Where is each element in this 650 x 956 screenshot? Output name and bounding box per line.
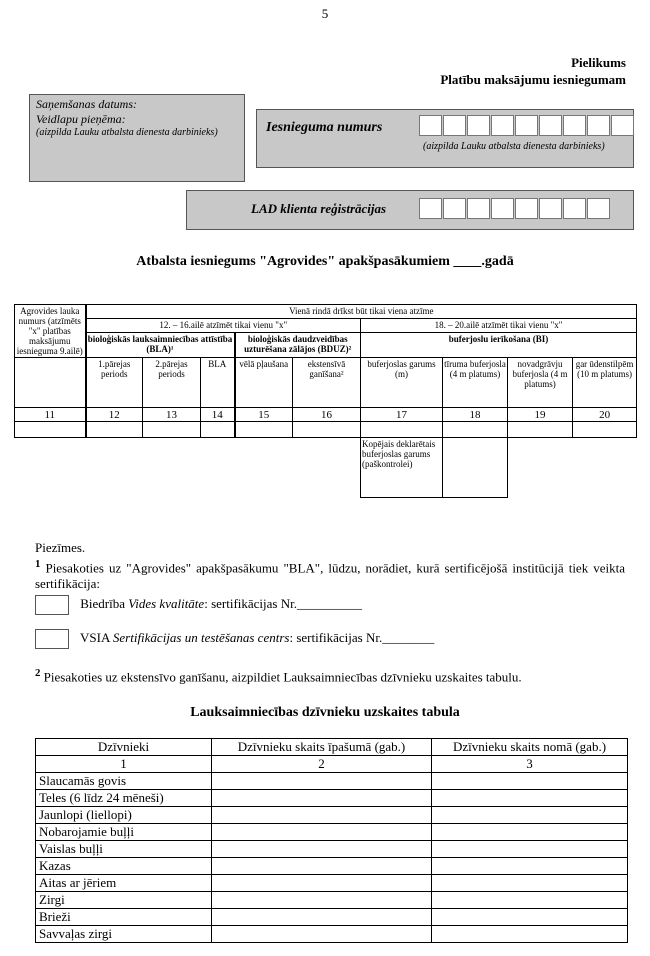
page-number: 5	[321, 6, 329, 21]
vides-kvalitate-checkbox[interactable]	[35, 595, 69, 615]
col18-header: tīruma buferjosla (4 m platums)	[443, 358, 508, 408]
lad-registration-cells[interactable]	[419, 198, 611, 219]
animal-name: Vaislas buļļi	[36, 841, 212, 858]
option2-name: Sertifikācijas un testēšanas centrs	[112, 630, 290, 646]
rented-header: Dzīvnieku skaits nomā (gab.)	[432, 739, 628, 756]
bla-header: bioloģiskās lauksaimniecības attīstība (BLA)¹	[86, 333, 235, 358]
notes-section: Piezīmes. $^1$ Piesakoties uz "Agrovides" apakšpasākumu "BLA", lūdzu, norādiet, kurā sertificējošā institūcijā tiek veikta sertifikācija: Biedrība Vides kvalitāte: sertifikācijas Nr.__________ VSIA Sertifikācijas un testēšanas centrs: sertifikācijas Nr.________ $^2$ Piesakoties uz ekstensīvo ganīšanu, aizpildiet Lauksaimniecības dzīvnieku uzskaites tabulu.	[35, 540, 625, 685]
col13-header: 2.pārejas periods	[143, 358, 201, 408]
animals-table	[35, 738, 628, 943]
receipt-box	[29, 94, 245, 182]
animal-name: Brieži	[36, 909, 212, 926]
animal-name: Zirgi	[36, 892, 212, 909]
col20-header: gar ūdenstilpēm (10 m platums)	[573, 358, 637, 408]
col11-header: Agrovides lauka numurs (atzīmēts "x" platības maksājumu iesnieguma 9.ailē)	[15, 305, 86, 358]
appendix-heading	[440, 54, 626, 88]
col-number: 2	[212, 756, 432, 773]
application-number-note: (aizpilda Lauku atbalsta dienesta darbinieks)	[423, 141, 605, 152]
col16-header: ekstensīvā ganīšana²	[293, 358, 361, 408]
animal-name: Aitas ar jēriem	[36, 875, 212, 892]
note-18-20: 18. – 20.ailē atzīmēt tikai vienu "x"	[361, 319, 637, 333]
col-number: 18	[443, 408, 508, 422]
bi-header: buferjoslu ierīkošana (BI)	[361, 333, 637, 358]
table-row	[36, 824, 628, 841]
table-row	[36, 926, 628, 943]
note2-text: Piesakoties uz ekstensīvo ganīšanu, aizpildiet Lauksaimniecības dzīvnieku uzskaites tabulu.	[43, 669, 522, 685]
bduz-header: bioloģiskās daudzveidības uzturēšana zālājos (BDUZ)²	[235, 333, 361, 358]
application-number-label: Iesnieguma numurs	[266, 120, 383, 135]
accepted-by-label: Veidlapu pieņēma:	[36, 112, 126, 126]
application-number-box	[256, 109, 634, 168]
lad-registration-label: LAD klienta reģistrācijas	[251, 201, 387, 216]
option2-prefix: VSIA	[80, 630, 113, 646]
option1-suffix: : sertifikācijas Nr.__________	[204, 596, 362, 612]
table-row	[36, 909, 628, 926]
note1-text: Piesakoties uz "Agrovides" apakšpasākumu "BLA", lūdzu, norādiet, kurā sertificējošā institūcijā tiek veikta sertifikācija:	[35, 560, 625, 592]
total-length-cell[interactable]	[443, 438, 508, 498]
col-number: 13	[143, 408, 201, 422]
col-number: 11	[15, 408, 86, 422]
animal-name: Nobarojamie buļļi	[36, 824, 212, 841]
col17-header: buferjoslas garums (m)	[361, 358, 443, 408]
col-number: 12	[86, 408, 143, 422]
notes-heading: Piezīmes.	[35, 540, 86, 555]
application-number-cells[interactable]	[419, 115, 635, 136]
table-row	[36, 841, 628, 858]
table-row	[36, 807, 628, 824]
note-12-16: 12. – 16.ailē atzīmēt tikai vienu "x"	[86, 319, 361, 333]
table-row	[36, 875, 628, 892]
owned-header: Dzīvnieku skaits īpašumā (gab.)	[212, 739, 432, 756]
lad-registration-box	[186, 190, 634, 230]
table-row[interactable]	[15, 422, 637, 438]
col-number: 14	[201, 408, 235, 422]
stc-checkbox[interactable]	[35, 629, 69, 649]
form-title: Atbalsta iesniegums "Agrovides" apakšpasākumiem ____.gadā	[136, 254, 514, 269]
animal-name: Teles (6 līdz 24 mēneši)	[36, 790, 212, 807]
receipt-note: (aizpilda Lauku atbalsta dienesta darbinieks)	[36, 127, 218, 138]
col-number: 17	[361, 408, 443, 422]
table-row	[36, 892, 628, 909]
col12-header: 1.pārejas periods	[86, 358, 143, 408]
col-number: 19	[508, 408, 573, 422]
total-length-label: Kopējais deklarētais buferjoslas garums (paškontrolei)	[361, 438, 443, 498]
table-row	[36, 773, 628, 790]
option2-suffix: : sertifikācijas Nr.________	[289, 630, 435, 646]
col14-header: BLA	[201, 358, 235, 408]
animal-name: Jaunlopi (liellopi)	[36, 807, 212, 824]
table-row	[36, 790, 628, 807]
col19-header: novadgrāvju buferjosla (4 m platums)	[508, 358, 573, 408]
table-row	[36, 858, 628, 875]
animals-header: Dzīvnieki	[36, 739, 212, 756]
received-date-label: Saņemšanas datums:	[36, 97, 137, 111]
col-number: 3	[432, 756, 628, 773]
animal-name: Kazas	[36, 858, 212, 875]
appendix-line1: Pielikums	[571, 55, 626, 70]
animal-name: Savvaļas zirgi	[36, 926, 212, 943]
col-number: 1	[36, 756, 212, 773]
col-number: 16	[293, 408, 361, 422]
top-note: Vienā rindā drīkst būt tikai viena atzīme	[86, 305, 637, 319]
agri-environment-grid	[14, 304, 637, 498]
option1-name: Vides kvalitāte	[128, 596, 205, 612]
col-number: 20	[573, 408, 637, 422]
col-number: 15	[235, 408, 293, 422]
option1-prefix: Biedrība	[80, 596, 129, 612]
col15-header: vēlā pļaušana	[235, 358, 293, 408]
animal-name: Slaucamās govis	[36, 773, 212, 790]
appendix-line2: Platību maksājumu iesniegumam	[440, 72, 626, 87]
animals-table-title: Lauksaimniecības dzīvnieku uzskaites tabula	[190, 705, 460, 720]
